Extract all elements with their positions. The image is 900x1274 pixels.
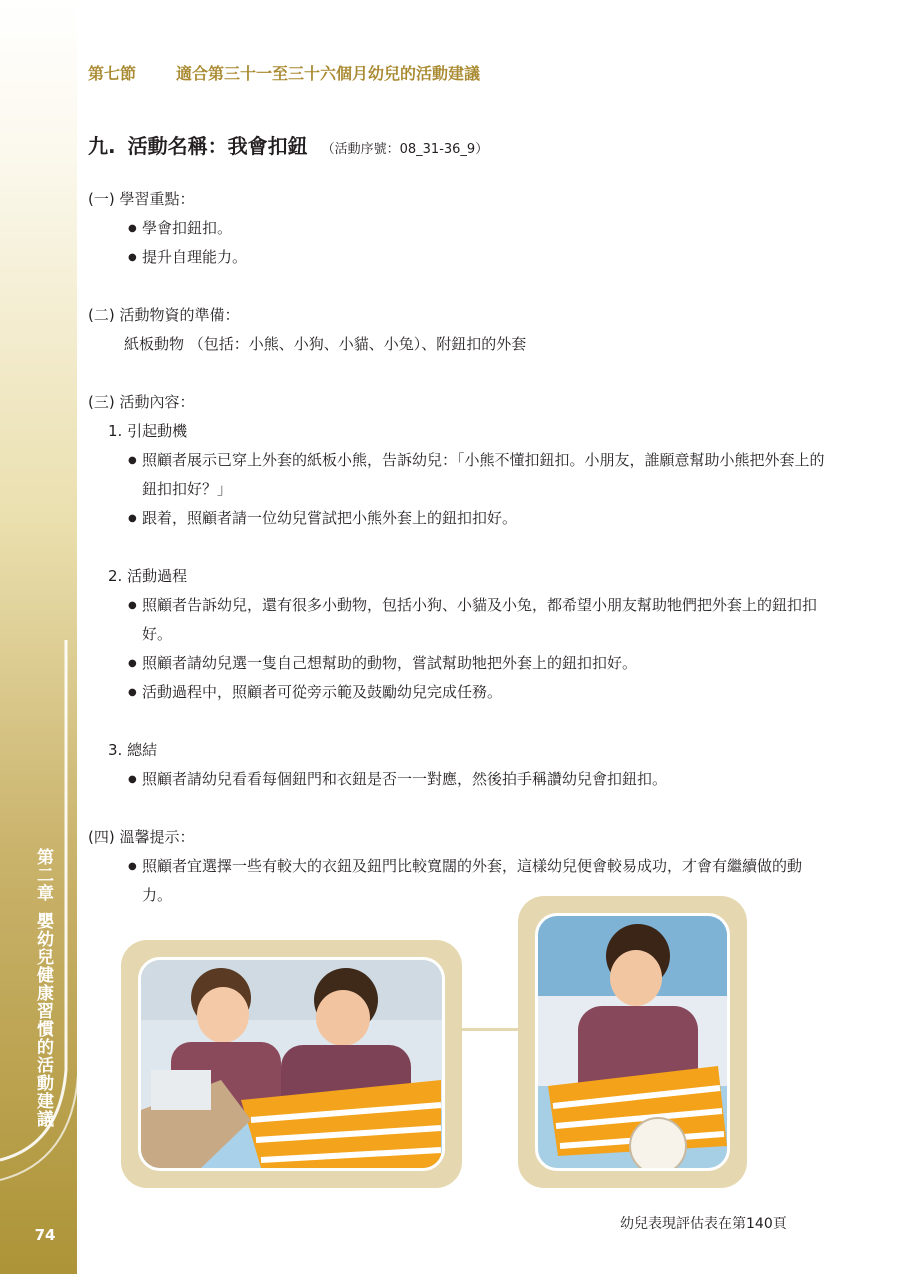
list-item: ● 照顧者請幼兒看看每個鈕門和衣鈕是否一一對應，然後拍手稱讚幼兒會扣鈕扣。 — [128, 765, 828, 794]
children-buttoning-illustration — [141, 960, 442, 1168]
part-3-list — [88, 765, 828, 794]
section-title: 適合第三十一至三十六個月幼兒的活動建議 — [176, 64, 481, 83]
assessment-reference-note: 幼兒表現評估表在第140頁 — [620, 1216, 787, 1232]
list-item: ● 照顧者告訴幼兒，還有很多小動物，包括小狗、小貓及小兔，都希望小朋友幫助牠們把外套上的鈕扣扣好。 — [128, 591, 828, 649]
photo-two-children — [138, 957, 445, 1171]
activity-title — [88, 130, 488, 159]
chapter-name: 嬰幼兒健康習慣的活動建議 — [33, 912, 53, 1128]
learning-focus-list — [88, 214, 828, 272]
photo-frame-left — [121, 940, 462, 1188]
content-heading: (三) 活動內容： — [88, 393, 195, 411]
part-2-list — [88, 591, 828, 707]
list-item: ● 跟着，照顧者請一位幼兒嘗試把小熊外套上的鈕扣扣好。 — [128, 504, 828, 533]
chapter-vertical-title — [30, 848, 56, 1128]
list-item: ● 照顧者宜選擇一些有較大的衣鈕及鈕門比較寬闊的外套，這樣幼兒便會較易成功，才會有繼續做的動力。 — [128, 852, 828, 910]
list-item: ● 提升自理能力。 — [128, 243, 828, 272]
materials-text: 紙板動物 （包括：小熊、小狗、小貓、小兔）、附鈕扣的外套 — [124, 335, 527, 353]
part-title: 1. 引起動機 — [108, 422, 188, 440]
part-title: 2. 活動過程 — [108, 567, 188, 585]
part-1-list — [88, 446, 828, 533]
tips-heading: (四) 溫馨提示： — [88, 828, 195, 846]
materials-heading: (二) 活動物資的準備： — [88, 306, 240, 324]
list-item: ● 活動過程中，照顧者可從旁示範及鼓勵幼兒完成任務。 — [128, 678, 828, 707]
photo-frame-right — [518, 896, 747, 1188]
activity-number: 九. — [88, 134, 116, 158]
list-item: ● 學會扣鈕扣。 — [128, 214, 828, 243]
girl-buttoning-illustration — [538, 916, 727, 1168]
photo-girl-buttoning — [535, 913, 730, 1171]
activity-code: （活動序號：08_31-36_9） — [321, 142, 489, 157]
part-title: 3. 總結 — [108, 741, 158, 759]
activity-body — [88, 185, 828, 910]
page-number: 74 — [34, 1226, 56, 1244]
photo-connector — [461, 1028, 519, 1031]
list-item: ● 照顧者展示已穿上外套的紙板小熊，告訴幼兒：「小熊不懂扣鈕扣。小朋友，誰願意幫助小熊把外套上的鈕扣扣好？」 — [128, 446, 828, 504]
activity-name: 活動名稱：我會扣鈕 — [127, 134, 308, 158]
chapter-number: 第二章 — [33, 848, 53, 902]
learning-focus-heading: (一) 學習重點： — [88, 190, 195, 208]
section-label: 第七節 — [88, 64, 137, 83]
list-item: ● 照顧者請幼兒選一隻自己想幫助的動物，嘗試幫助牠把外套上的鈕扣扣好。 — [128, 649, 828, 678]
section-header — [88, 61, 480, 84]
